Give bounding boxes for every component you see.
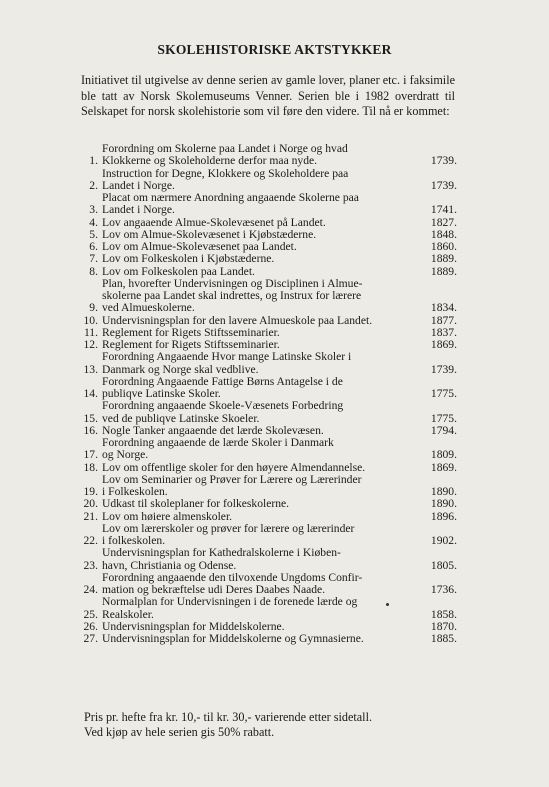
item-number: 20.	[83, 497, 98, 511]
item-title: Undervisningsplan for Kathedralskolerne i Kiøben- havn, Christiania og Odense.	[102, 546, 341, 572]
item-number: 2.	[89, 178, 98, 192]
list-item	[79, 143, 457, 168]
item-year: 1739.	[430, 362, 457, 376]
list-item	[79, 523, 457, 548]
item-title: Forordning angaaende de lærde Skoler i Danmark og Norge.	[102, 436, 334, 462]
list-item	[79, 266, 457, 278]
item-title: Udkast til skoleplaner for folkeskolerne.	[102, 497, 290, 511]
item-year: 1809.	[430, 448, 457, 462]
item-year: 1889.	[430, 252, 457, 266]
list-item	[79, 633, 457, 645]
item-year: 1890.	[430, 497, 457, 511]
list-item	[79, 351, 457, 376]
page-title: SKOLEHISTORISKE AKTSTYKKER	[157, 42, 392, 57]
item-title: Nogle Tanker angaaende det lærde Skolevæsen.	[102, 423, 324, 437]
item-year: 1858.	[430, 607, 457, 621]
item-number: 15.	[83, 411, 98, 425]
publication-list	[79, 143, 457, 645]
price-note	[84, 710, 464, 741]
item-number: 7.	[89, 252, 98, 266]
list-item	[79, 474, 457, 499]
item-year: 1869.	[430, 460, 457, 474]
item-year: 1739.	[430, 178, 457, 192]
item-title: Forordning angaaende den tilvoxende Ungdoms Confir- mation og bekræftelse udi Deres Daabes Naade.	[102, 570, 363, 596]
item-title: Lov angaaende Almue-Skolevæsenet på Landet.	[102, 215, 326, 229]
list-item	[79, 315, 457, 327]
item-number: 24.	[83, 583, 98, 596]
intro-paragraph	[81, 73, 455, 120]
list-item	[79, 572, 457, 597]
item-number: 1.	[89, 154, 98, 168]
list-item	[79, 168, 457, 193]
item-year: 1739.	[430, 154, 457, 168]
list-item	[79, 192, 457, 217]
item-number: 6.	[89, 240, 98, 253]
item-year: 1902.	[430, 534, 457, 547]
item-year: 1827.	[430, 215, 457, 229]
item-number: 27.	[83, 632, 98, 645]
item-title: Forordning om Skolerne paa Landet i Norge og hvad Klokkerne og Skoleholderne derfor maa nyde.	[102, 142, 348, 168]
item-year: 1837.	[430, 325, 457, 339]
item-title: Lov om Folkeskolen i Kjøbstæderne.	[102, 252, 275, 266]
item-number: 18.	[83, 460, 98, 474]
item-year: 1889.	[430, 264, 457, 278]
item-number: 17.	[83, 448, 98, 462]
list-item	[79, 400, 457, 425]
item-title: Forordning Angaaende Fattige Børns Antagelse i de publiqve Latinske Skoler.	[102, 374, 343, 400]
item-number: 19.	[83, 485, 98, 498]
item-title: Lov om Seminarier og Prøver for Lærere og Lærerinder i Folkeskolen.	[102, 472, 362, 498]
item-year: 1877.	[430, 313, 457, 327]
item-number: 22.	[83, 534, 98, 547]
item-number: 16.	[83, 423, 98, 437]
item-title: Undervisningsplan for Middelskolerne og Gymnasierne.	[102, 632, 364, 645]
list-item	[79, 253, 457, 265]
print-speck	[386, 603, 389, 606]
item-year: 1834.	[430, 301, 457, 315]
item-year: 1848.	[430, 227, 457, 241]
item-year: 1741.	[430, 203, 457, 217]
item-title: Undervisningsplan for Middelskolerne.	[102, 619, 285, 633]
item-year: 1805.	[430, 558, 457, 572]
item-year: 1885.	[430, 632, 457, 645]
item-title: Lov om lærerskoler og prøver for lærere og lærerinder i folkeskolen.	[102, 521, 355, 547]
item-number: 13.	[83, 362, 98, 376]
item-year: 1860.	[430, 240, 457, 253]
list-item	[79, 217, 457, 229]
list-item	[79, 498, 457, 510]
item-number: 4.	[89, 215, 98, 229]
item-number: 25.	[83, 607, 98, 621]
item-number: 5.	[89, 227, 98, 241]
item-number: 12.	[83, 338, 98, 351]
item-year: 1890.	[430, 485, 457, 498]
list-item	[79, 511, 457, 523]
item-number: 26.	[83, 619, 98, 633]
item-year: 1870.	[430, 619, 457, 633]
intro-text: Initiativet til utgivelse av denne serien av gamle lover, planer etc. i faksimile ble tatt av Norsk Skolemuseums Venner. Serien ble i 1982 overdratt til Selskapet for norsk skolehistorie som vil føre den videre. Til nå er kommet:	[81, 73, 455, 119]
item-number: 10.	[83, 313, 98, 327]
list-item	[79, 437, 457, 462]
item-title: Lov om Folkeskolen paa Landet.	[102, 264, 255, 278]
discount-line: Ved kjøp av hele serien gis 50% rabatt.	[84, 725, 275, 740]
item-title: Lov om offentlige skoler for den høyere Almendannelse.	[102, 460, 366, 474]
item-number: 21.	[83, 509, 98, 523]
item-number: 23.	[83, 558, 98, 572]
item-title: Lov om Almue-Skolevæsenet i Kjøbstæderne.	[102, 227, 317, 241]
item-title: Lov om Almue-Skolevæsenet paa Landet.	[102, 240, 297, 253]
item-number: 14.	[83, 387, 98, 400]
item-number: 3.	[89, 203, 98, 217]
item-number: 9.	[89, 301, 98, 315]
item-title: Forordning angaaende Skoele-Væsenets Forbedring ved de publiqve Latinske Skoeler.	[102, 399, 344, 425]
item-title: Reglement for Rigets Stiftsseminarier.	[102, 338, 280, 351]
item-title: Placat om nærmere Anordning angaaende Skolerne paa Landet i Norge.	[102, 191, 359, 217]
list-item	[79, 278, 457, 315]
item-year: 1775.	[430, 387, 457, 400]
list-item	[79, 376, 457, 401]
list-item	[79, 547, 457, 572]
item-title: Instruction for Degne, Klokkere og Skoleholdere paa Landet i Norge.	[102, 166, 349, 192]
item-year: 1896.	[430, 509, 457, 523]
item-title: Lov om høiere almenskoler.	[102, 509, 233, 523]
item-title: Undervisningsplan for den lavere Almueskole paa Landet.	[102, 313, 373, 327]
item-title: Normalplan for Undervisningen i de forenede lærde og Realskoler.	[102, 595, 358, 621]
item-number: 8.	[89, 264, 98, 278]
item-title: Reglement for Rigets Stiftsseminarier.	[102, 325, 280, 339]
item-year: 1775.	[430, 411, 457, 425]
item-title: Forordning Angaaende Hvor mange Latinske Skoler i Danmark og Norge skal vedblive.	[102, 350, 352, 376]
item-year: 1736.	[430, 583, 457, 596]
item-title: Plan, hvorefter Undervisningen og Disciplinen i Almue- skolerne paa Landet skal indrettes, og Instrux for lærere ved Almueskolerne.	[102, 276, 363, 315]
item-number: 11.	[83, 325, 98, 339]
list-item	[79, 596, 457, 621]
list-item	[79, 462, 457, 474]
item-year: 1794.	[430, 423, 457, 437]
price-line: Pris pr. hefte fra kr. 10,- til kr. 30,- varierende etter sidetall.	[84, 710, 373, 724]
item-year: 1869.	[430, 338, 457, 351]
